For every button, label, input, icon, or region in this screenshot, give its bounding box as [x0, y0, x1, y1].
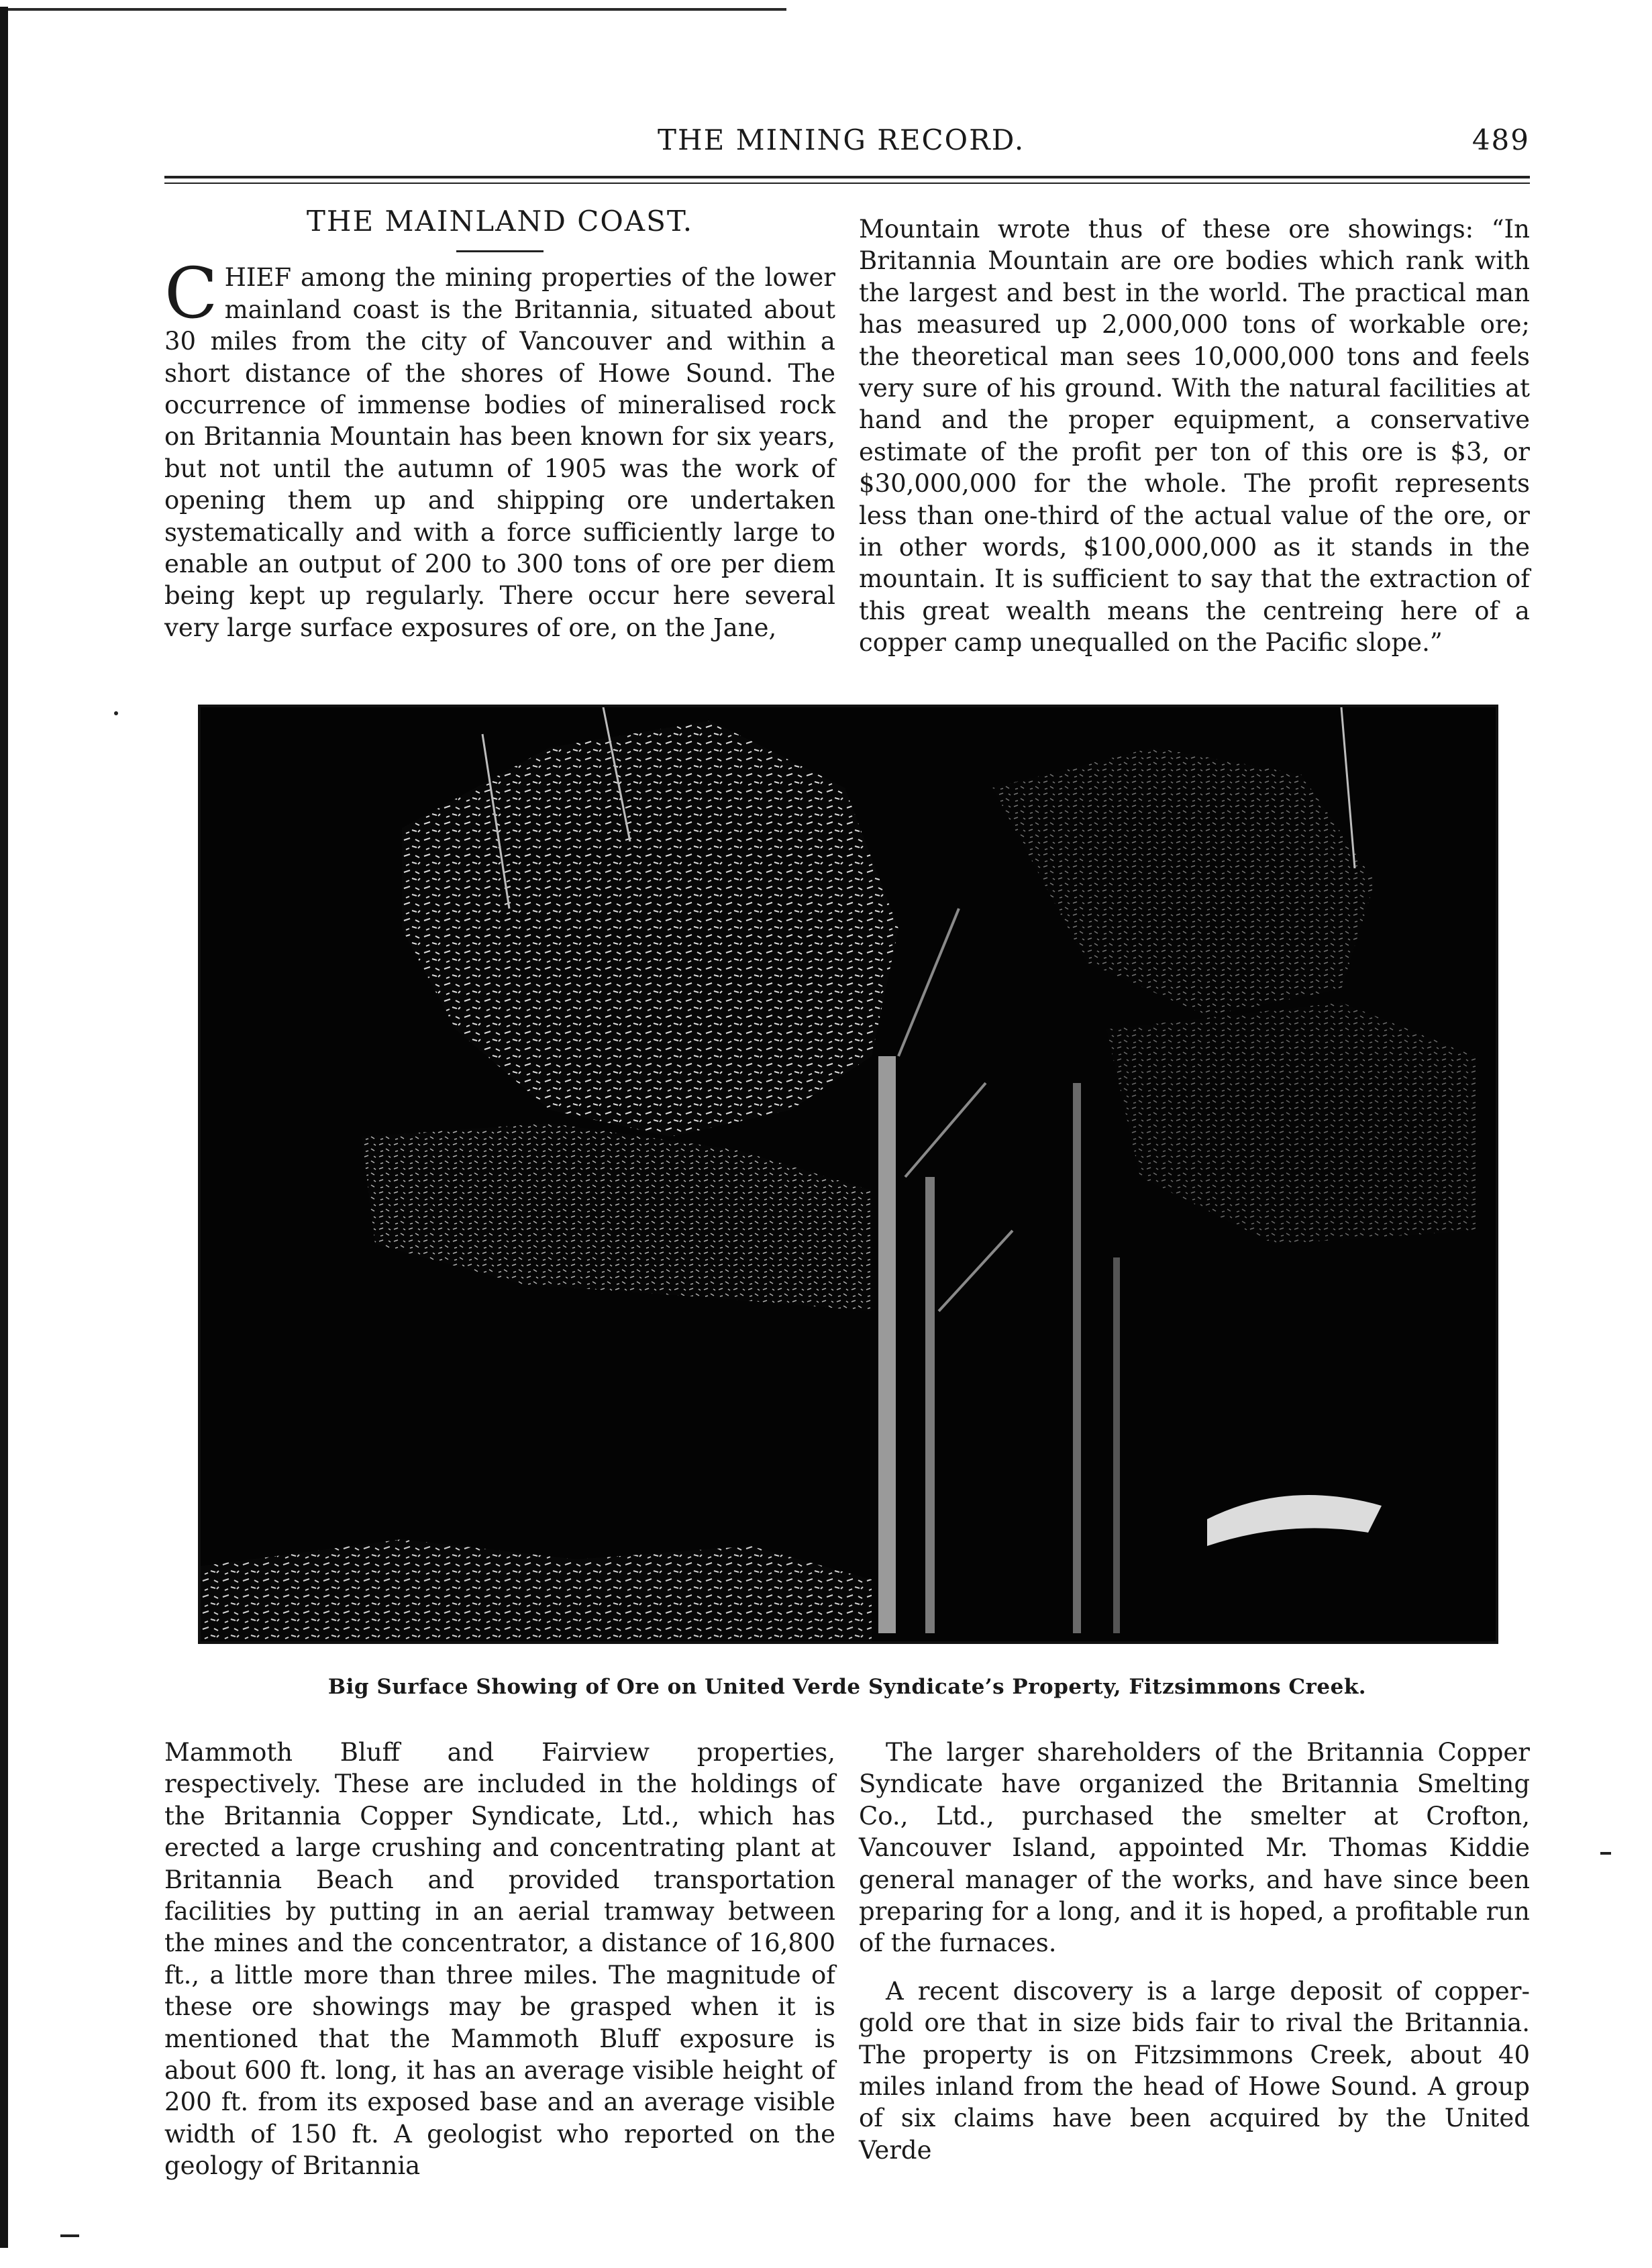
photograph-image	[201, 707, 1496, 1641]
top-left-column	[164, 201, 835, 643]
scan-top-rule	[8, 8, 786, 11]
header-rule-bottom	[164, 183, 1530, 184]
scan-mark	[1600, 1852, 1611, 1855]
bottom-right-column	[859, 1737, 1530, 2166]
running-header	[161, 118, 1530, 165]
section-title-rule	[456, 250, 544, 252]
intro-paragraph	[164, 252, 835, 643]
discovery-paragraph: A recent discovery is a large deposit of copper-gold ore that in size bids fair to rival the Britannia. The property is on Fitzsimmons Creek, about 40 miles inland from the head of Howe Sound. A group of six claims have been acquired by the United Verde	[859, 1976, 1530, 2165]
bottom-left-column	[164, 1737, 835, 2182]
intro-paragraph-text: HIEF among the mining properties of the lower mainland coast is the Britannia, situated about 30 miles from the city of Vancouver and within a short distance of the shores of Howe Sound. The occurrence of immense bodies of mineralised rock on Britannia Mountain has been known for six years, but not until the autumn of 1905 was the work of opening them up and shipping ore undertaken systematically and with a force sufficiently large to enable an output of 200 to 300 tons of ore per diem being kept up regularly. There occur here several very large surface exposures of ore, on the Jane,	[164, 263, 835, 642]
ore-showing-photograph	[198, 705, 1498, 1644]
mammoth-bluff-paragraph: Mammoth Bluff and Fairview properties, respectively. These are included in the holdings of the Britannia Copper Syndicate, Ltd., which has erected a large crushing and concentrating plant at Britannia Beach and provided transportation facilities by putting in an aerial tramway between the mines and the concentrator, a distance of 16,800 ft., a little more than three miles. The magnitude of these ore showings may be grasped when it is mentioned that the Mammoth Bluff exposure is about 600 ft. long, it has an average visible height of 200 ft. from its exposed base and an average visible width of 150 ft. A geologist who reported on the geology of Britannia	[164, 1738, 835, 2181]
smelting-paragraph: The larger shareholders of the Britannia Copper Syndicate have organized the Britannia Smelting Co., Ltd., purchased the smelter at Crofton, Vancouver Island, appointed Mr. Thomas Kiddie general manager of the works, and have since been preparing for a long, and it is hoped, a profitable run of the furnaces.	[859, 1738, 1530, 1958]
header-rule-top	[164, 176, 1530, 178]
section-title: THE MAINLAND COAST.	[306, 205, 694, 238]
top-right-column	[859, 213, 1530, 659]
journal-title: THE MINING RECORD.	[658, 123, 1025, 156]
page-number: 489	[1472, 123, 1530, 156]
drop-cap: C	[164, 252, 218, 335]
figure-caption: Big Surface Showing of Ore on United Verde Syndicate’s Property, Fitzsimmons Creek.	[327, 1675, 1367, 1699]
page-edge-bar	[0, 7, 8, 2248]
scan-mark	[60, 2234, 79, 2237]
geologist-quote-paragraph: Mountain wrote thus of these ore showings: “In Britannia Mountain are ore bodies which rank with the largest and best in the world. The practical man has measured up 2,000,000 tons of workable ore; the theoretical man sees 10,000,000 tons and feels very sure of his ground. With the natural facilities at hand and the proper equipment, a conservative estimate of the profit per ton of this ore is $3, or $30,000,000 for the whole. The profit represents less than one-third of the actual value of the ore, or in other words, $100,000,000 as it stands in the mountain. It is sufficient to say that the extraction of this great wealth means the centreing here of a copper camp unequalled on the Pacific slope.”	[859, 215, 1530, 658]
scan-mark	[114, 711, 118, 715]
